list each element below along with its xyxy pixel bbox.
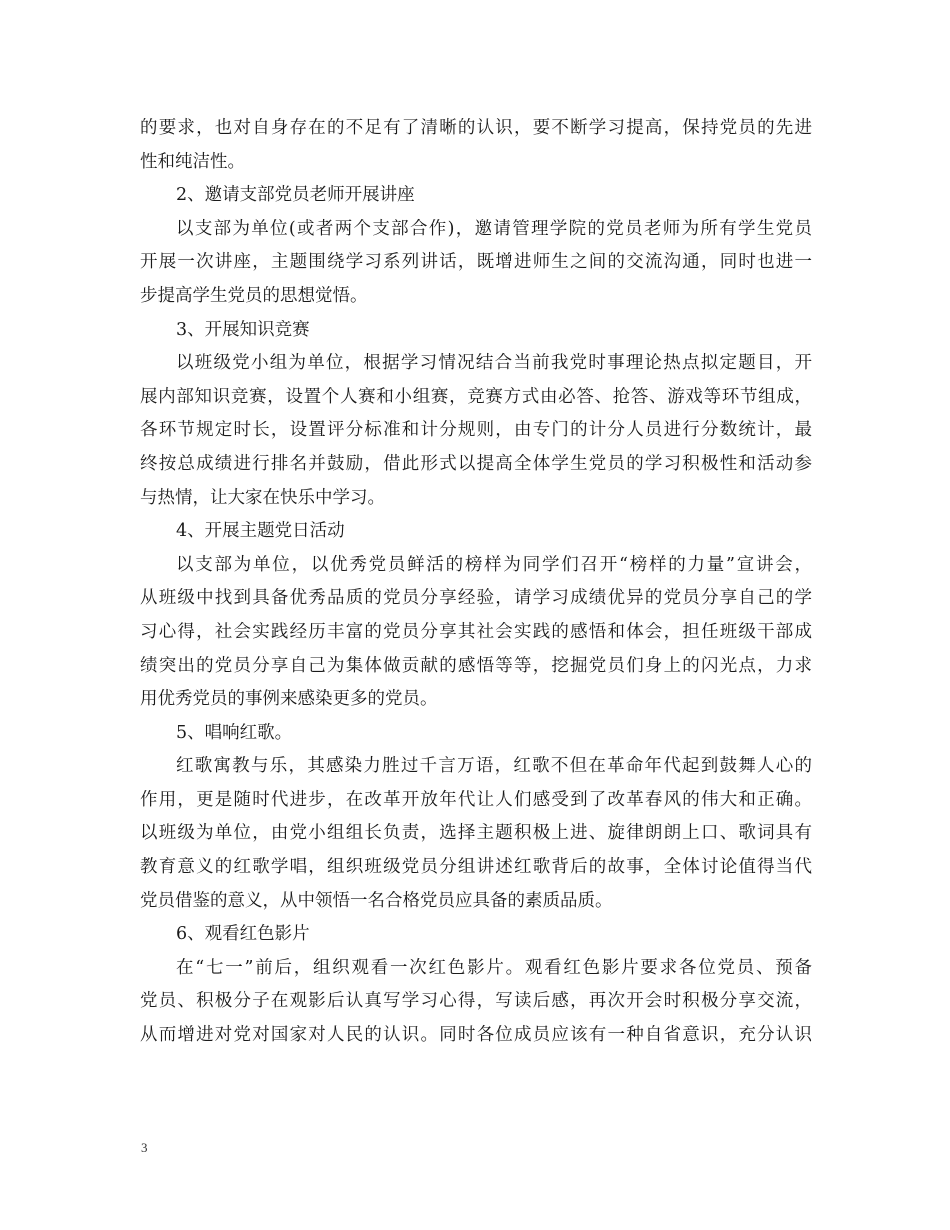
paragraph-line: 以班级为单位，由党小组组长负责，选择主题积极上进、旋律朗朗上口、歌词具有 — [140, 823, 812, 844]
paragraph-line: 党员、积极分子在观影后认真写学习心得，写读后感，再次开会时积极分享交流， — [140, 991, 812, 1012]
paragraph-line: 绩突出的党员分享自己为集体做贡献的感悟等等，挖掘党员们身上的闪光点，力求 — [140, 655, 812, 676]
paragraph-line: 终按总成绩进行排名并鼓励，借此形式以提高全体学生党员的学习积极性和活动参 — [140, 453, 812, 474]
paragraph-line: 从班级中找到具备优秀品质的党员分享经验，请学习成绩优异的党员分享自己的学 — [140, 588, 812, 609]
paragraph-line: 步提高学生党员的思想觉悟。 — [140, 285, 368, 306]
section-heading: 2、邀请支部党员老师开展讲座 — [176, 185, 415, 206]
section-heading: 5、唱响红歌。 — [176, 722, 293, 743]
paragraph-line: 性和纯洁性。 — [140, 151, 245, 172]
paragraph-line: 的要求，也对自身存在的不足有了清晰的认识，要不断学习提高，保持党员的先进 — [140, 118, 812, 138]
paragraph-line: 各环节规定时长，设置评分标准和计分规则，由专门的计分人员进行分数统计，最 — [140, 420, 812, 441]
paragraph-line: 党员借鉴的意义，从中领悟一名合格党员应具备的素质品质。 — [140, 890, 613, 911]
section-heading: 4、开展主题党日活动 — [176, 521, 345, 542]
paragraph-line: 以支部为单位(或者两个支部合作)，邀请管理学院的党员老师为所有学生党员 — [176, 218, 812, 239]
paragraph-line: 教育意义的红歌学唱，组织班级党员分组讲述红歌背后的故事，全体讨论值得当代 — [140, 857, 812, 878]
paragraph-line: 展内部知识竞赛，设置个人赛和小组赛，竞赛方式由必答、抢答、游戏等环节组成， — [140, 386, 812, 407]
paragraph-line: 习心得，社会实践经历丰富的党员分享其社会实践的感悟和体会，担任班级干部成 — [140, 621, 812, 642]
paragraph-line: 以班级党小组为单位，根据学习情况结合当前我党时事理论热点拟定题目，开 — [176, 353, 812, 374]
paragraph-line: 用优秀党员的事例来感染更多的党员。 — [140, 689, 438, 710]
paragraph-line: 红歌寓教与乐，其感染力胜过千言万语，红歌不但在革命年代起到鼓舞人心的 — [176, 756, 812, 777]
paragraph-line: 作用，更是随时代进步，在改革开放年代让人们感受到了改革春风的伟大和正确。 — [140, 789, 812, 810]
paragraph-line: 与热情，让大家在快乐中学习。 — [140, 487, 385, 508]
section-heading: 3、开展知识竞赛 — [176, 319, 310, 340]
paragraph-line: 从而增进对党对国家对人民的认识。同时各位成员应该有一种自省意识，充分认识 — [140, 1025, 812, 1046]
paragraph-line: 在“七一”前后，组织观看一次红色影片。观看红色影片要求各位党员、预备 — [176, 957, 812, 978]
section-heading: 6、观看红色影片 — [176, 924, 310, 945]
document-page — [140, 112, 812, 1053]
page-number: 3 — [141, 1140, 148, 1155]
paragraph-line: 开展一次讲座，主题围绕学习系列讲话，既增进师生之间的交流沟通，同时也进一 — [140, 252, 812, 273]
document-body — [140, 112, 812, 1053]
paragraph-line: 以支部为单位，以优秀党员鲜活的榜样为同学们召开“榜样的力量”宣讲会， — [176, 554, 812, 575]
